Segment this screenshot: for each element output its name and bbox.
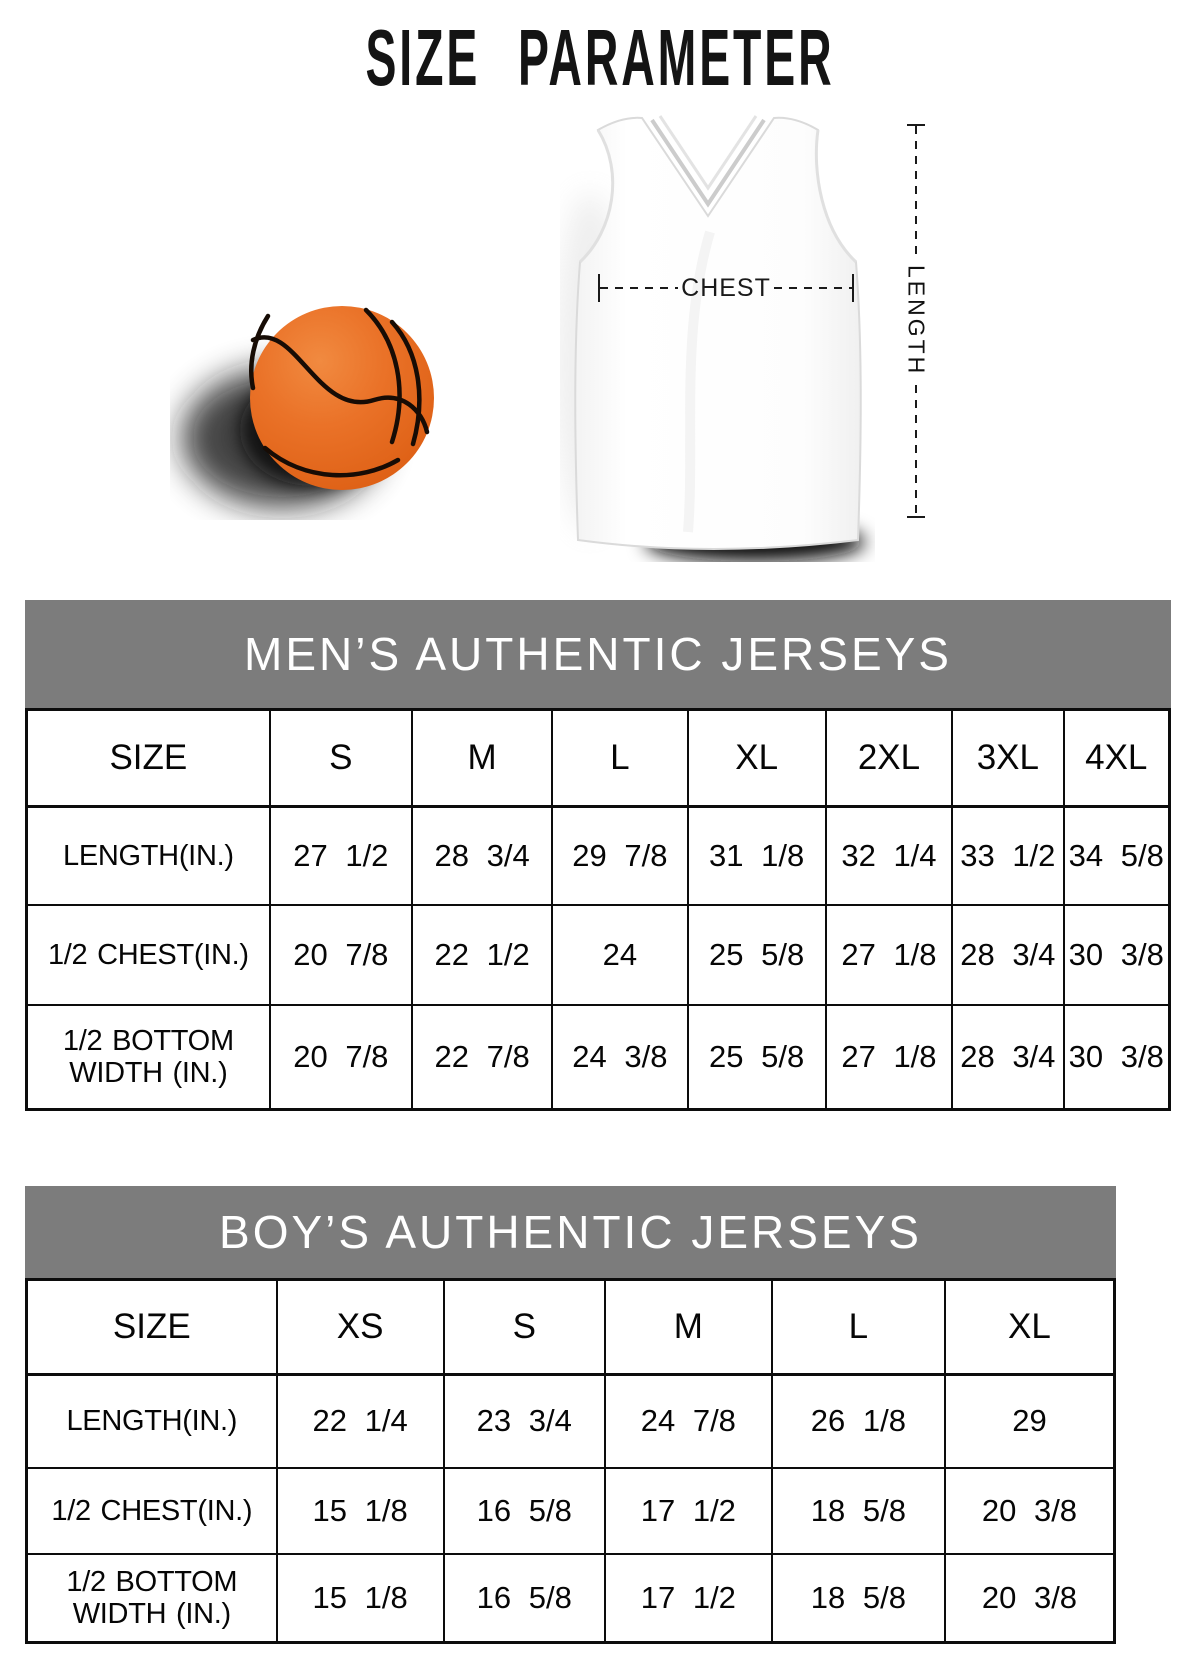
- basketball-icon: [170, 280, 460, 520]
- mens-value-cell: 30 3/8: [1068, 1038, 1164, 1074]
- length-dashed-line: [915, 126, 917, 257]
- boys-value-cell: 22 1/4: [278, 1376, 445, 1469]
- chest-label: CHEST: [681, 273, 771, 302]
- chest-right-tick: [852, 274, 854, 302]
- mens-value-cell: 20 7/8: [271, 1006, 413, 1108]
- boys-value-cell: 20 3/8: [946, 1469, 1113, 1555]
- mens-col-header: M: [413, 711, 553, 808]
- mens-value-cell: 32 1/4: [827, 808, 953, 906]
- length-measure-line: [898, 124, 934, 518]
- mens-col-header: 2XL: [827, 711, 953, 808]
- mens-size-table: [25, 708, 1171, 1111]
- boys-table-title: BOY’S AUTHENTIC JERSEYS: [25, 1186, 1116, 1278]
- boys-row-label: LENGTH(IN.): [28, 1376, 278, 1469]
- mens-col-header: XL: [689, 711, 827, 808]
- boys-value-cell: 16 5/8: [445, 1469, 606, 1555]
- mens-col-header: S: [271, 711, 413, 808]
- chest-measure-line: [598, 272, 854, 304]
- boys-row-label: 1/2 BOTTOM WIDTH (IN.): [28, 1555, 278, 1641]
- boys-value-cell: 16 5/8: [445, 1555, 606, 1641]
- mens-size-section: [25, 600, 1171, 1111]
- boys-corner-header: SIZE: [28, 1281, 278, 1376]
- mens-table-title: MEN’S AUTHENTIC JERSEYS: [25, 600, 1171, 708]
- mens-value-cell: 24: [553, 906, 688, 1006]
- boys-value-cell: 18 5/8: [773, 1469, 946, 1555]
- mens-col-header: 3XL: [953, 711, 1064, 808]
- boys-col-header: S: [445, 1281, 606, 1376]
- chest-dashed-line: [600, 287, 678, 289]
- mens-row-label: LENGTH(IN.): [28, 808, 271, 906]
- mens-value-cell: 25 5/8: [689, 1006, 827, 1108]
- mens-row-label: 1/2 BOTTOM WIDTH (IN.): [28, 1006, 271, 1108]
- mens-corner-header: SIZE: [28, 711, 271, 808]
- boys-value-cell: 23 3/4: [445, 1376, 606, 1469]
- mens-value-cell: 24 3/8: [553, 1006, 688, 1108]
- mens-value-cell: 29 7/8: [553, 808, 688, 906]
- mens-value-cell: 33 1/2: [953, 808, 1064, 906]
- mens-value-cell: 28 3/4: [953, 906, 1064, 1006]
- boys-value-cell: 26 1/8: [773, 1376, 946, 1469]
- boys-value-cell: 17 1/2: [606, 1469, 773, 1555]
- measurement-diagram: [0, 100, 1200, 580]
- mens-col-header: L: [553, 711, 688, 808]
- boys-value-cell: 17 1/2: [606, 1555, 773, 1641]
- mens-col-header: 4XL: [1065, 711, 1168, 808]
- mens-value-cell: 30 3/8: [1065, 906, 1168, 1006]
- mens-value-cell: 31 1/8: [689, 808, 827, 906]
- page-title: SIZE PARAMETER: [365, 13, 835, 102]
- chest-dashed-line: [774, 287, 852, 289]
- length-label: LENGTH: [903, 265, 930, 377]
- boys-col-header: M: [606, 1281, 773, 1376]
- boys-value-cell: 18 5/8: [773, 1555, 946, 1641]
- boys-col-header: XS: [278, 1281, 445, 1376]
- mens-value-cell: 22 1/2: [413, 906, 553, 1006]
- boys-value-cell: 24 7/8: [606, 1376, 773, 1469]
- boys-size-section: [25, 1186, 1116, 1644]
- mens-value-cell: 28 3/4: [413, 808, 553, 906]
- mens-value-cell: 25 5/8: [689, 906, 827, 1006]
- boys-size-table: [25, 1278, 1116, 1644]
- length-bottom-tick: [907, 516, 925, 518]
- boys-value-cell: 15 1/8: [278, 1469, 445, 1555]
- mens-value-cell: 28 3/4: [953, 1006, 1064, 1108]
- boys-value-cell: 20 3/8: [981, 1579, 1078, 1615]
- length-dashed-line: [915, 385, 917, 516]
- mens-value-cell: 34 5/8: [1065, 808, 1168, 906]
- mens-row-label: 1/2 CHEST(IN.): [28, 906, 271, 1006]
- jersey-illustration: [560, 112, 875, 562]
- boys-row-label: 1/2 CHEST(IN.): [28, 1469, 278, 1555]
- boys-col-header: XL: [946, 1281, 1113, 1376]
- boys-col-header: L: [773, 1281, 946, 1376]
- boys-value-cell: 29: [946, 1376, 1113, 1469]
- mens-value-cell: 27 1/8: [827, 906, 953, 1006]
- mens-value-cell: 27 1/8: [827, 1006, 953, 1108]
- boys-value-cell: 15 1/8: [278, 1555, 445, 1641]
- mens-value-cell: 22 7/8: [413, 1006, 553, 1108]
- mens-value-cell: 20 7/8: [271, 906, 413, 1006]
- mens-value-cell: 27 1/2: [271, 808, 413, 906]
